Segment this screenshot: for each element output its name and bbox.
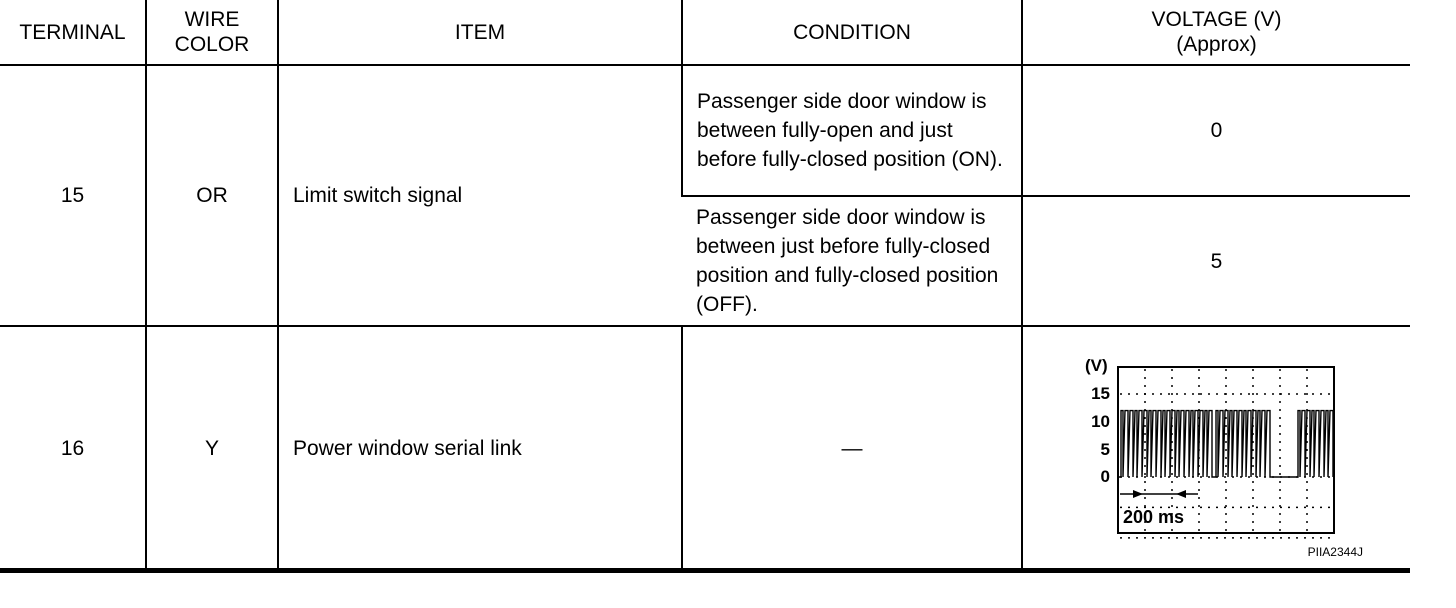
header-voltage — [1022, 0, 1410, 65]
y-tick-label: 0 — [1100, 467, 1110, 486]
table-bottom-rule — [0, 568, 1410, 573]
y-tick-label: 10 — [1091, 412, 1110, 431]
header-item: ITEM — [278, 0, 682, 65]
time-scale-label: 200 ms — [1123, 507, 1185, 527]
voltage-waveform-cell — [1022, 326, 1410, 569]
item-cell: Limit switch signal — [278, 65, 682, 326]
oscilloscope-waveform — [1023, 327, 1409, 569]
voltage-cell: 0 — [1022, 65, 1410, 196]
header-wire-color-line2: COLOR — [174, 33, 250, 56]
voltage-cell: 5 — [1022, 196, 1410, 326]
condition-cell: — — [682, 326, 1022, 569]
table-row — [0, 326, 1410, 569]
y-tick-label: 15 — [1091, 384, 1110, 403]
header-wire-color — [146, 0, 278, 65]
item-cell: Power window serial link — [278, 326, 682, 569]
figure-id-label: PIIA2344J — [1307, 545, 1363, 559]
header-wire-color-line1: WIRE — [184, 8, 240, 31]
y-unit-label: (V) — [1085, 356, 1108, 375]
header-condition: CONDITION — [682, 0, 1022, 65]
condition-cell: Passenger side door window is between fully-open and just before fully-closed position (ON). — [682, 65, 1022, 196]
pulse-series-line — [1119, 411, 1333, 477]
header-terminal: TERMINAL — [0, 0, 146, 65]
header-voltage-line1: VOLTAGE (V) — [1151, 8, 1282, 31]
wire-color-cell: Y — [146, 326, 278, 569]
terminal-cell: 16 — [60, 436, 85, 460]
condition-cell: Passenger side door window is between just before fully-closed position and fully-closed position (OFF). — [682, 196, 1022, 326]
waveform-figure — [1023, 327, 1409, 569]
table-row — [0, 65, 1410, 196]
time-scale-arrow — [1120, 490, 1198, 498]
terminal-cell: 15 — [0, 65, 146, 326]
header-voltage-line2: (Approx) — [1176, 33, 1257, 56]
header-row — [0, 0, 1410, 65]
signal-trace — [1119, 411, 1333, 477]
y-tick-label: 5 — [1100, 440, 1110, 459]
wire-color-cell: OR — [146, 65, 278, 326]
